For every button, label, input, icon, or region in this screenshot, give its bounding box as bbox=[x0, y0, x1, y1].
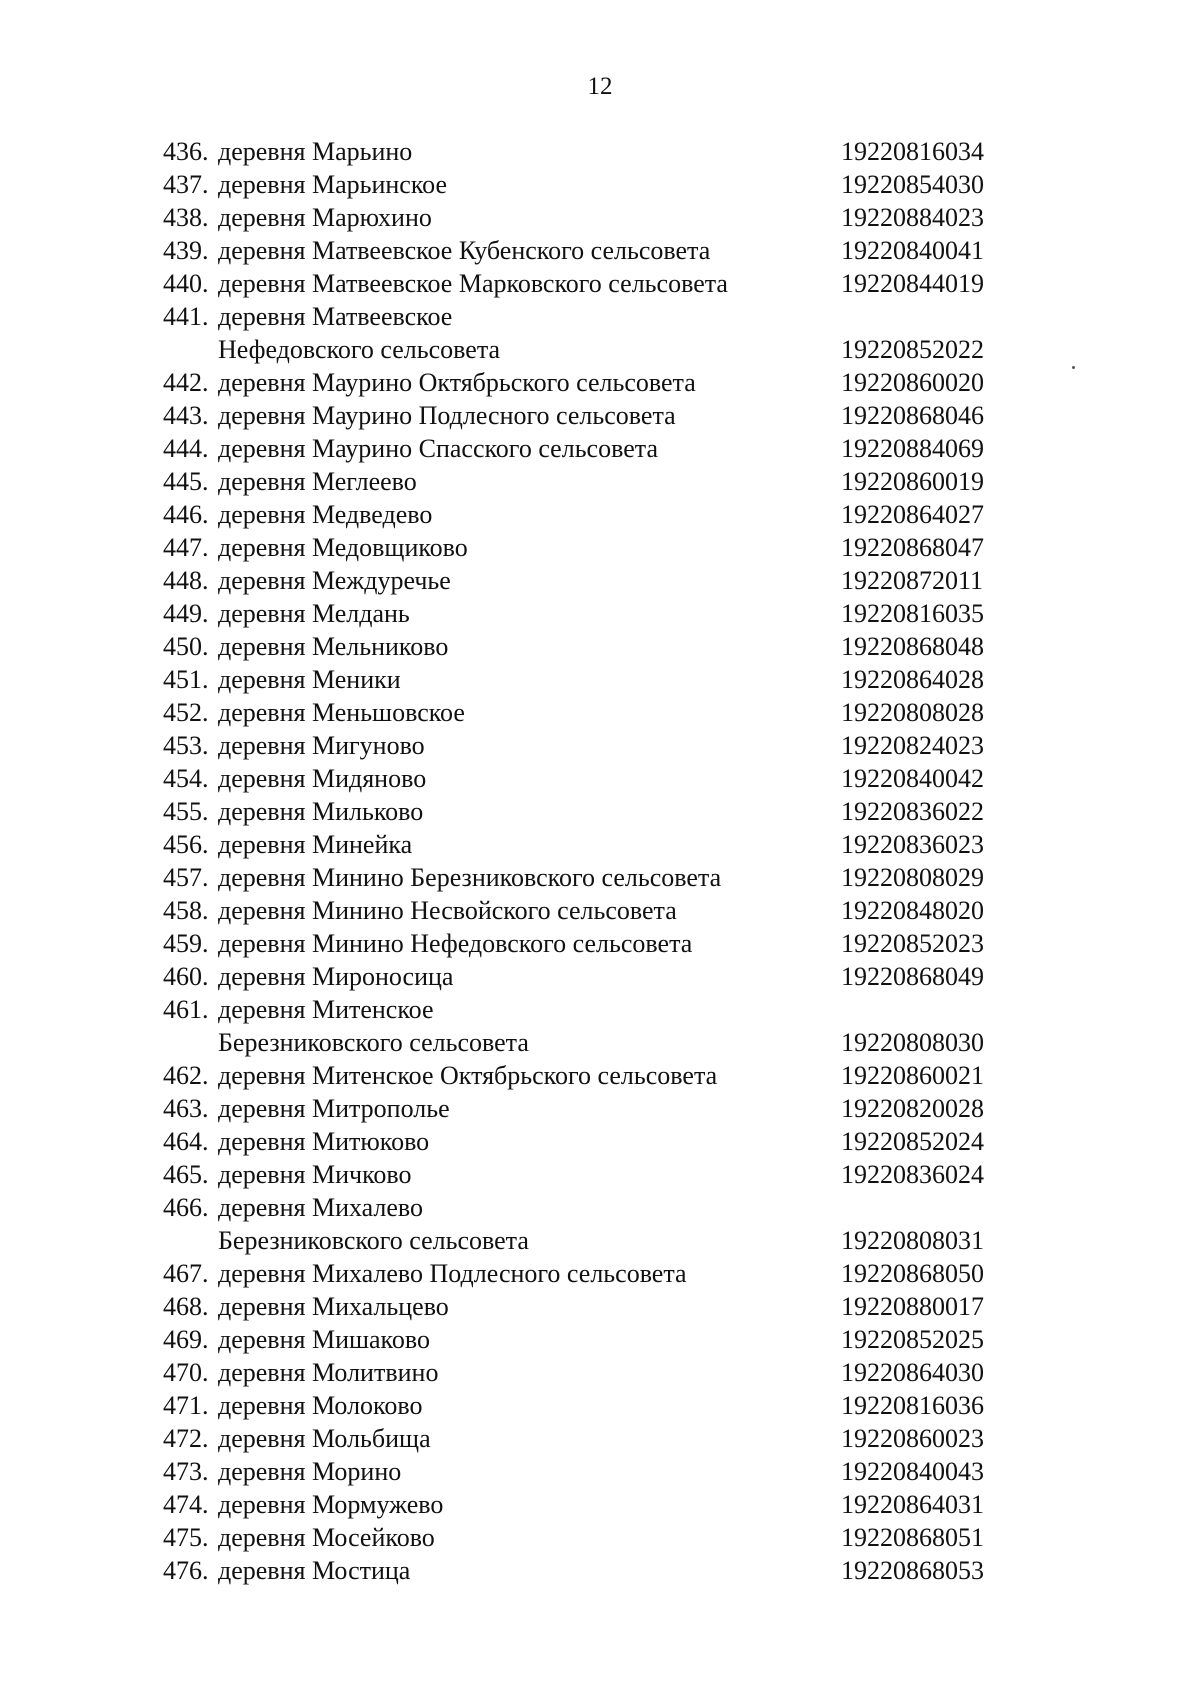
oktmo-code: 19220836023 bbox=[841, 830, 984, 859]
oktmo-code: 19220860020 bbox=[841, 368, 984, 397]
list-row bbox=[0, 993, 1200, 1059]
list-row bbox=[0, 1356, 1200, 1389]
settlement-name bbox=[218, 300, 841, 366]
row-number: 443. bbox=[163, 401, 209, 430]
settlement-name bbox=[218, 1554, 841, 1587]
oktmo-code: 19220852024 bbox=[841, 1127, 984, 1156]
row-number: 437. bbox=[163, 170, 209, 199]
oktmo-code: 19220864028 bbox=[841, 665, 984, 694]
row-number: 468. bbox=[163, 1292, 209, 1321]
row-number: 457. bbox=[163, 863, 209, 892]
row-number: 450. bbox=[163, 632, 209, 661]
settlement-name-line: деревня Михалево Подлесного сельсовета bbox=[218, 1259, 687, 1288]
list-row bbox=[0, 1125, 1200, 1158]
settlement-name bbox=[218, 828, 841, 861]
page-number: 12 bbox=[587, 73, 613, 100]
settlement-name-line: деревня Междуречье bbox=[218, 566, 451, 595]
settlement-name-line: деревня Минино Березниковского сельсовета bbox=[218, 863, 722, 892]
oktmo-code: 19220884023 bbox=[841, 203, 984, 232]
list-row bbox=[0, 135, 1200, 168]
settlement-name bbox=[218, 1356, 841, 1389]
list-row bbox=[0, 1059, 1200, 1092]
oktmo-code: 19220808030 bbox=[841, 1028, 984, 1057]
list-row bbox=[0, 663, 1200, 696]
list-row bbox=[0, 1554, 1200, 1587]
settlement-name bbox=[218, 201, 841, 234]
oktmo-code: 19220852025 bbox=[841, 1325, 984, 1354]
row-number: 463. bbox=[163, 1094, 209, 1123]
settlement-name-line: деревня Мосейково bbox=[218, 1523, 435, 1552]
settlement-name bbox=[218, 135, 841, 168]
settlement-name-line: деревня Мигуново bbox=[218, 731, 425, 760]
oktmo-code: 19220840042 bbox=[841, 764, 984, 793]
settlement-name-line: деревня Маурино Подлесного сельсовета bbox=[218, 401, 676, 430]
settlement-name bbox=[218, 960, 841, 993]
row-number: 453. bbox=[163, 731, 209, 760]
settlement-name bbox=[218, 465, 841, 498]
row-number: 448. bbox=[163, 566, 209, 595]
settlement-name bbox=[218, 1488, 841, 1521]
settlement-name bbox=[218, 1158, 841, 1191]
row-number: 466. bbox=[163, 1193, 209, 1222]
list-row bbox=[0, 1488, 1200, 1521]
oktmo-code: 19220808031 bbox=[841, 1226, 984, 1255]
row-number: 441. bbox=[163, 302, 209, 331]
oktmo-code: 19220816035 bbox=[841, 599, 984, 628]
list-row bbox=[0, 1158, 1200, 1191]
list-row bbox=[0, 1323, 1200, 1356]
list-row bbox=[0, 960, 1200, 993]
oktmo-code: 19220840041 bbox=[841, 236, 984, 265]
settlement-name bbox=[218, 564, 841, 597]
oktmo-code: 19220808029 bbox=[841, 863, 984, 892]
settlement-name-line: деревня Мельниково bbox=[218, 632, 449, 661]
oktmo-code: 19220854030 bbox=[841, 170, 984, 199]
settlement-name bbox=[218, 234, 841, 267]
settlement-name bbox=[218, 366, 841, 399]
settlement-name bbox=[218, 1422, 841, 1455]
settlement-name bbox=[218, 663, 841, 696]
list-row bbox=[0, 498, 1200, 531]
settlement-name bbox=[218, 993, 841, 1059]
oktmo-code: 19220820028 bbox=[841, 1094, 984, 1123]
settlement-name bbox=[218, 630, 841, 663]
row-number: 438. bbox=[163, 203, 209, 232]
row-number: 439. bbox=[163, 236, 209, 265]
settlement-name-line: деревня Митрополье bbox=[218, 1094, 450, 1123]
list-row bbox=[0, 1422, 1200, 1455]
settlement-name bbox=[218, 168, 841, 201]
settlement-name bbox=[218, 729, 841, 762]
oktmo-code: 19220860019 bbox=[841, 467, 984, 496]
row-number: 475. bbox=[163, 1523, 209, 1552]
oktmo-code: 19220836024 bbox=[841, 1160, 984, 1189]
settlement-name-line: деревня Марюхино bbox=[218, 203, 432, 232]
settlement-name bbox=[218, 531, 841, 564]
settlement-name-line: деревня Мильково bbox=[218, 797, 424, 826]
oktmo-code: 19220844019 bbox=[841, 269, 984, 298]
settlement-name-line: деревня Медведево bbox=[218, 500, 433, 529]
settlement-name-line: деревня Мелдань bbox=[218, 599, 410, 628]
row-number: 444. bbox=[163, 434, 209, 463]
settlement-name-line: деревня Молитвино bbox=[218, 1358, 439, 1387]
row-number: 461. bbox=[163, 995, 209, 1024]
settlement-name-line: деревня Медовщиково bbox=[218, 533, 468, 562]
row-number: 465. bbox=[163, 1160, 209, 1189]
row-number: 451. bbox=[163, 665, 209, 694]
row-number: 473. bbox=[163, 1457, 209, 1486]
settlement-name bbox=[218, 696, 841, 729]
settlement-name bbox=[218, 795, 841, 828]
list-row bbox=[0, 1257, 1200, 1290]
row-number: 459. bbox=[163, 929, 209, 958]
settlement-name-line: деревня Матвеевское bbox=[218, 302, 453, 331]
list-row bbox=[0, 168, 1200, 201]
settlement-name-continuation: Нефедовского сельсовета bbox=[218, 335, 501, 364]
settlement-name bbox=[218, 1323, 841, 1356]
settlement-name-line: деревня Маурино Спасского сельсовета bbox=[218, 434, 658, 463]
settlement-name-continuation: Березниковского сельсовета bbox=[218, 1028, 529, 1057]
row-number: 445. bbox=[163, 467, 209, 496]
settlement-name bbox=[218, 927, 841, 960]
settlement-name-line: деревня Маурино Октябрьского сельсовета bbox=[218, 368, 696, 397]
settlement-name bbox=[218, 432, 841, 465]
oktmo-code: 19220860021 bbox=[841, 1061, 984, 1090]
list-row bbox=[0, 729, 1200, 762]
settlement-name bbox=[218, 894, 841, 927]
list-row bbox=[0, 1191, 1200, 1257]
settlement-name-line: деревня Михалево bbox=[218, 1193, 424, 1222]
oktmo-code: 19220868047 bbox=[841, 533, 984, 562]
oktmo-code: 19220864027 bbox=[841, 500, 984, 529]
settlement-name-line: деревня Михальцево bbox=[218, 1292, 449, 1321]
settlement-list bbox=[0, 135, 1200, 1587]
row-number: 446. bbox=[163, 500, 209, 529]
row-number: 436. bbox=[163, 137, 209, 166]
oktmo-code: 19220868051 bbox=[841, 1523, 984, 1552]
row-number: 447. bbox=[163, 533, 209, 562]
settlement-name-continuation: Березниковского сельсовета bbox=[218, 1226, 529, 1255]
row-number: 469. bbox=[163, 1325, 209, 1354]
oktmo-code: 19220816036 bbox=[841, 1391, 984, 1420]
row-number: 456. bbox=[163, 830, 209, 859]
list-row bbox=[0, 300, 1200, 366]
oktmo-code: 19220808028 bbox=[841, 698, 984, 727]
oktmo-code: 19220852023 bbox=[841, 929, 984, 958]
row-number: 442. bbox=[163, 368, 209, 397]
list-row bbox=[0, 465, 1200, 498]
row-number: 462. bbox=[163, 1061, 209, 1090]
oktmo-code: 19220884069 bbox=[841, 434, 984, 463]
settlement-name-line: деревня Мормужево bbox=[218, 1490, 444, 1519]
settlement-name-line: деревня Мидяново bbox=[218, 764, 427, 793]
list-row bbox=[0, 762, 1200, 795]
settlement-name-line: деревня Мироносица bbox=[218, 962, 454, 991]
settlement-name-line: деревня Меглеево bbox=[218, 467, 417, 496]
settlement-name bbox=[218, 762, 841, 795]
oktmo-code: 19220868050 bbox=[841, 1259, 984, 1288]
settlement-name-line: деревня Мишаково bbox=[218, 1325, 430, 1354]
list-row bbox=[0, 1389, 1200, 1422]
settlement-name-line: деревня Митюково bbox=[218, 1127, 430, 1156]
settlement-name-line: деревня Мольбища bbox=[218, 1424, 431, 1453]
settlement-name bbox=[218, 498, 841, 531]
row-number: 467. bbox=[163, 1259, 209, 1288]
row-number: 455. bbox=[163, 797, 209, 826]
settlement-name-line: деревня Матвеевское Кубенского сельсовета bbox=[218, 236, 711, 265]
settlement-name bbox=[218, 861, 841, 894]
settlement-name bbox=[218, 1290, 841, 1323]
list-row bbox=[0, 1455, 1200, 1488]
settlement-name-line: деревня Митенское bbox=[218, 995, 434, 1024]
oktmo-code: 19220868048 bbox=[841, 632, 984, 661]
settlement-name-line: деревня Марьинское bbox=[218, 170, 448, 199]
settlement-name bbox=[218, 267, 841, 300]
oktmo-code: 19220816034 bbox=[841, 137, 984, 166]
settlement-name-line: деревня Мостица bbox=[218, 1556, 411, 1585]
oktmo-code: 19220860023 bbox=[841, 1424, 984, 1453]
list-row bbox=[0, 1092, 1200, 1125]
oktmo-code: 19220864030 bbox=[841, 1358, 984, 1387]
list-row bbox=[0, 927, 1200, 960]
settlement-name-line: деревня Молоково bbox=[218, 1391, 423, 1420]
row-number: 476. bbox=[163, 1556, 209, 1585]
list-row bbox=[0, 234, 1200, 267]
list-row bbox=[0, 267, 1200, 300]
row-number: 464. bbox=[163, 1127, 209, 1156]
scan-speck bbox=[1072, 366, 1075, 369]
settlement-name-line: деревня Минино Нефедовского сельсовета bbox=[218, 929, 693, 958]
settlement-name-line: деревня Меньшовское bbox=[218, 698, 465, 727]
list-row bbox=[0, 597, 1200, 630]
list-row bbox=[0, 399, 1200, 432]
settlement-name-line: деревня Мичково bbox=[218, 1160, 412, 1189]
settlement-name bbox=[218, 1521, 841, 1554]
settlement-name bbox=[218, 399, 841, 432]
settlement-name bbox=[218, 1059, 841, 1092]
oktmo-code: 19220868049 bbox=[841, 962, 984, 991]
settlement-name-line: деревня Минейка bbox=[218, 830, 413, 859]
list-row bbox=[0, 861, 1200, 894]
row-number: 449. bbox=[163, 599, 209, 628]
settlement-name bbox=[218, 1125, 841, 1158]
settlement-name bbox=[218, 1257, 841, 1290]
list-row bbox=[0, 366, 1200, 399]
list-row bbox=[0, 564, 1200, 597]
settlement-name bbox=[218, 597, 841, 630]
oktmo-code: 19220868046 bbox=[841, 401, 984, 430]
list-row bbox=[0, 894, 1200, 927]
list-row bbox=[0, 630, 1200, 663]
oktmo-code: 19220824023 bbox=[841, 731, 984, 760]
oktmo-code: 19220880017 bbox=[841, 1292, 984, 1321]
oktmo-code: 19220836022 bbox=[841, 797, 984, 826]
list-row bbox=[0, 432, 1200, 465]
oktmo-code: 19220868053 bbox=[841, 1556, 984, 1585]
list-row bbox=[0, 1290, 1200, 1323]
oktmo-code: 19220864031 bbox=[841, 1490, 984, 1519]
settlement-name bbox=[218, 1455, 841, 1488]
row-number: 440. bbox=[163, 269, 209, 298]
row-number: 471. bbox=[163, 1391, 209, 1420]
list-row bbox=[0, 795, 1200, 828]
row-number: 454. bbox=[163, 764, 209, 793]
list-row bbox=[0, 531, 1200, 564]
row-number: 460. bbox=[163, 962, 209, 991]
settlement-name-line: деревня Матвеевское Марковского сельсовета bbox=[218, 269, 728, 298]
row-number: 458. bbox=[163, 896, 209, 925]
row-number: 474. bbox=[163, 1490, 209, 1519]
row-number: 452. bbox=[163, 698, 209, 727]
settlement-name bbox=[218, 1389, 841, 1422]
list-row bbox=[0, 696, 1200, 729]
oktmo-code: 19220848020 bbox=[841, 896, 984, 925]
settlement-name-line: деревня Минино Несвойского сельсовета bbox=[218, 896, 677, 925]
row-number: 472. bbox=[163, 1424, 209, 1453]
list-row bbox=[0, 828, 1200, 861]
row-number: 470. bbox=[163, 1358, 209, 1387]
settlement-name bbox=[218, 1092, 841, 1125]
settlement-name-line: деревня Марьино bbox=[218, 137, 413, 166]
list-row bbox=[0, 201, 1200, 234]
settlement-name bbox=[218, 1191, 841, 1257]
oktmo-code: 19220852022 bbox=[841, 335, 984, 364]
list-row bbox=[0, 1521, 1200, 1554]
oktmo-code: 19220872011 bbox=[841, 566, 984, 595]
oktmo-code: 19220840043 bbox=[841, 1457, 984, 1486]
settlement-name-line: деревня Морино bbox=[218, 1457, 402, 1486]
settlement-name-line: деревня Меники bbox=[218, 665, 401, 694]
settlement-name-line: деревня Митенское Октябрьского сельсовета bbox=[218, 1061, 718, 1090]
